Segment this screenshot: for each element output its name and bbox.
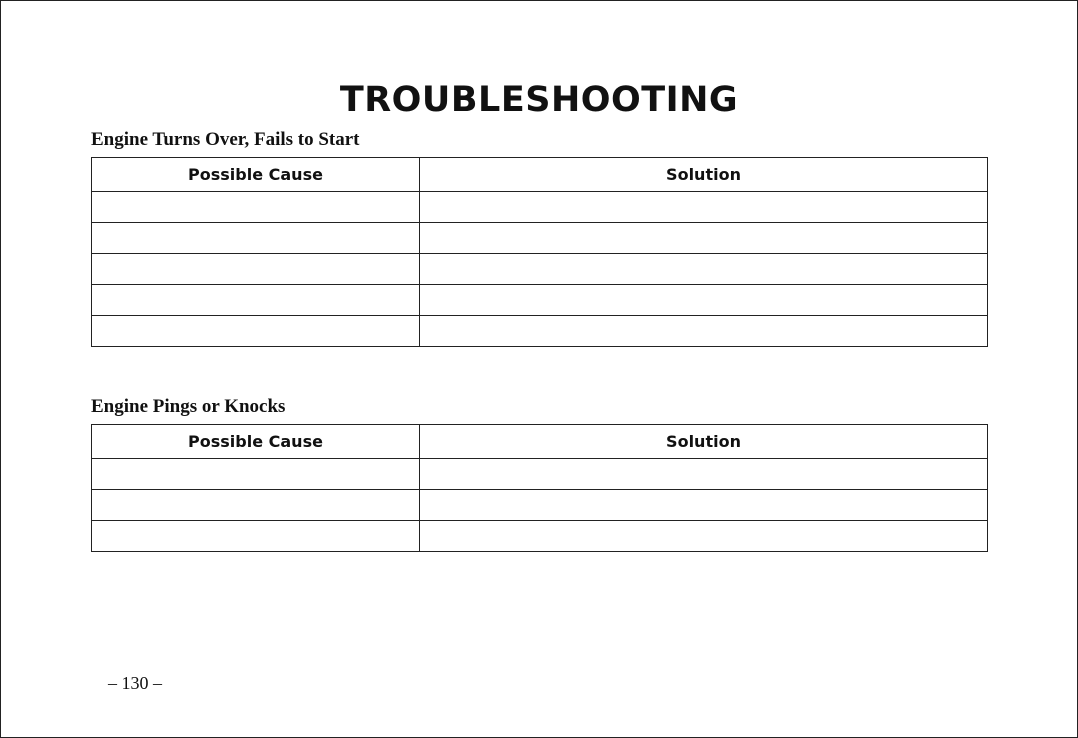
solution-cell xyxy=(420,459,988,490)
table-row xyxy=(92,459,988,490)
cause-cell xyxy=(92,254,420,285)
cause-cell xyxy=(92,192,420,223)
table-row xyxy=(92,521,988,552)
section-heading-engine-pings-or-knocks: Engine Pings or Knocks xyxy=(91,396,286,417)
cause-cell xyxy=(92,285,420,316)
cause-cell xyxy=(92,459,420,490)
column-header-possible-cause: Possible Cause xyxy=(92,158,420,192)
table-row xyxy=(92,223,988,254)
cause-cell xyxy=(92,490,420,521)
page-title: TROUBLESHOOTING xyxy=(339,80,739,120)
table-header-row xyxy=(92,425,988,459)
table-header-row xyxy=(92,158,988,192)
solution-cell xyxy=(420,285,988,316)
section-heading-engine-fails-to-start: Engine Turns Over, Fails to Start xyxy=(91,129,360,150)
solution-cell xyxy=(420,316,988,347)
solution-cell xyxy=(420,490,988,521)
table-row xyxy=(92,490,988,521)
solution-cell xyxy=(420,192,988,223)
solution-cell xyxy=(420,254,988,285)
table-row xyxy=(92,285,988,316)
solution-cell xyxy=(420,223,988,254)
column-header-possible-cause: Possible Cause xyxy=(92,425,420,459)
column-header-solution: Solution xyxy=(420,425,988,459)
solution-cell xyxy=(420,521,988,552)
cause-cell xyxy=(92,223,420,254)
table-row xyxy=(92,192,988,223)
troubleshooting-table-pings-or-knocks xyxy=(91,424,988,552)
troubleshooting-table-fails-to-start xyxy=(91,157,988,347)
cause-cell xyxy=(92,316,420,347)
table-row xyxy=(92,316,988,347)
cause-cell xyxy=(92,521,420,552)
table-row xyxy=(92,254,988,285)
page-number: – 130 – xyxy=(108,673,162,693)
column-header-solution: Solution xyxy=(420,158,988,192)
